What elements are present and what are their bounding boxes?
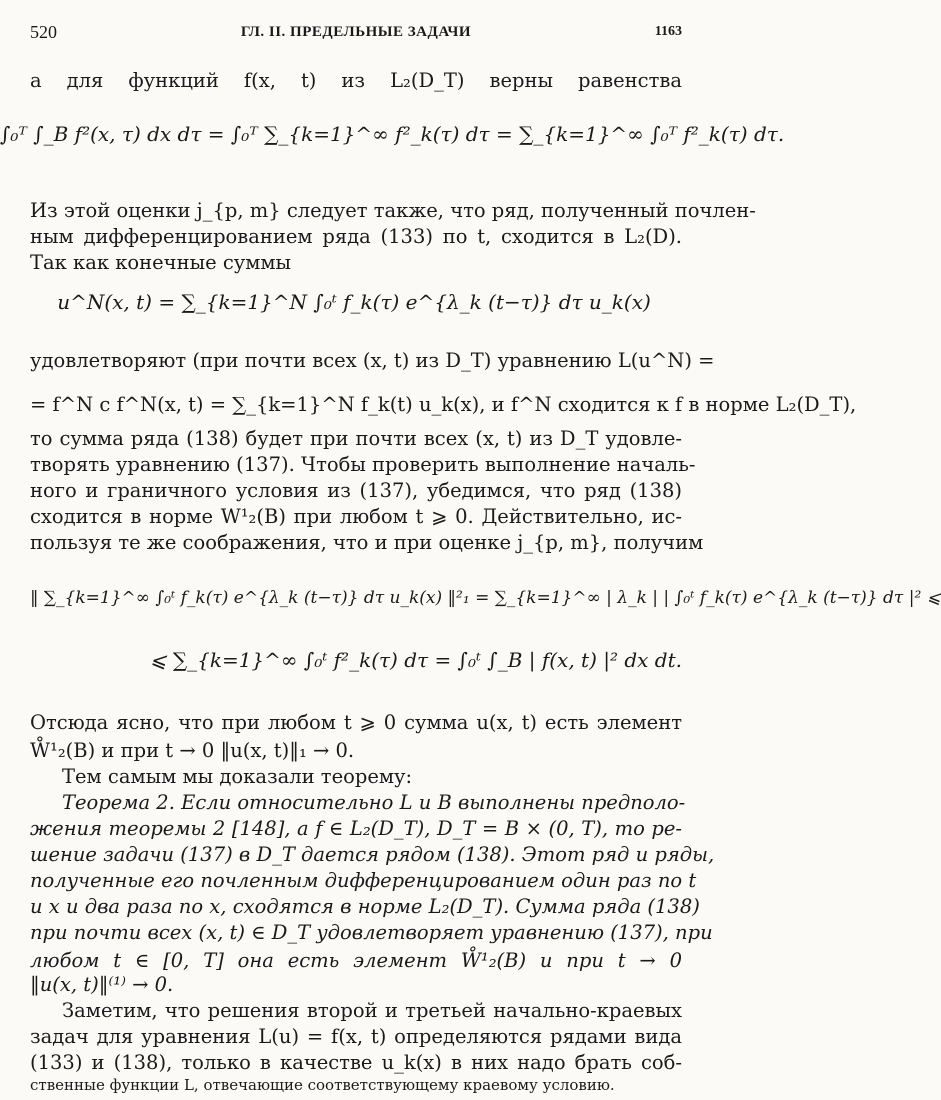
section-code: 1163 xyxy=(654,24,682,39)
text-line-9: ного и граничного условия из (137), убедимся, что ряд (138) xyxy=(30,479,682,502)
text-line-6: = f^N с f^N(x, t) = ∑_{k=1}^N f_k(t) u_k(x), и f^N сходится к f в норме L₂(D_T), xyxy=(30,393,857,416)
text-line-2: Из этой оценки j_{p, m} следует также, что ряд, полученный почлен- xyxy=(30,199,756,222)
theorem-line-4: полученные его почленным дифференцированием один раз по t xyxy=(30,869,697,892)
text-line-1: а для функций f(x, t) из L₂(D_T) верны равенства xyxy=(30,69,682,92)
text-line-14: Тем самым мы доказали теорему: xyxy=(62,765,413,788)
theorem-line-1: Теорема 2. Если относительно L и B выполнены предполо- xyxy=(62,791,686,814)
equation-norm-bound: ⩽ ∑_{k=1}^∞ ∫₀ᵗ f²_k(τ) dτ = ∫₀ᵗ ∫_B | f(x, t) |² dx dt. xyxy=(149,648,682,672)
theorem-line-2: жения теоремы 2 [148], а f ∈ L₂(D_T), D_T = B × (0, T), то ре- xyxy=(30,817,682,840)
text-line-7: то сумма ряда (138) будет при почти всех (x, t) из D_T удовле- xyxy=(30,427,682,450)
page-number: 520 xyxy=(30,22,57,42)
theorem-line-5: и x и два раза по x, сходятся в норме L₂(D_T). Сумма ряда (138) xyxy=(30,895,700,918)
equation-partial-sum: u^N(x, t) = ∑_{k=1}^N ∫₀ᵗ f_k(τ) e^{λ_k (t−τ)} dτ u_k(x) xyxy=(57,290,651,314)
text-line-13: W̊¹₂(B) и при t → 0 ‖u(x, t)‖₁ → 0. xyxy=(30,739,355,762)
equation-parseval: ∫₀ᵀ ∫_B f²(x, τ) dx dτ = ∫₀ᵀ ∑_{k=1}^∞ f²_k(τ) dτ = ∑_{k=1}^∞ ∫₀ᵀ f²_k(τ) dτ. xyxy=(0,122,785,146)
theorem-line-7: любом t ∈ [0, T] она есть элемент W̊¹₂(B) и при t → 0 xyxy=(30,949,682,972)
text-line-24: задач для уравнения L(u) = f(x, t) определяются рядами вида xyxy=(30,1025,682,1048)
text-line-8: творять уравнению (137). Чтобы проверить выполнение началь- xyxy=(30,453,696,476)
text-line-11: пользуя те же соображения, что и при оценке j_{p, m}, получим xyxy=(30,531,704,554)
running-title: ГЛ. II. ПРЕДЕЛЬНЫЕ ЗАДАЧИ xyxy=(240,24,472,40)
text-line-25: (133) и (138), только в качестве u_k(x) в них надо брать соб- xyxy=(30,1051,682,1074)
text-line-23: Заметим, что решения второй и третьей начально-краевых xyxy=(62,999,682,1022)
text-line-10: сходится в норме W¹₂(B) при любом t ⩾ 0. Действительно, ис- xyxy=(30,505,682,528)
theorem-line-6: при почти всех (x, t) ∈ D_T удовлетворяет уравнению (137), при xyxy=(30,921,713,944)
text-line-3: ным дифференцированием ряда (133) по t, сходится в L₂(D). xyxy=(30,225,682,248)
text-line-12: Отсюда ясно, что при любом t ⩾ 0 сумма u(x, t) есть элемент xyxy=(30,711,682,734)
text-line-27: условию. xyxy=(537,1076,615,1094)
text-line-26: ственные функции L, отвечающие соответствующему краевому условию. xyxy=(30,1076,615,1094)
page-header xyxy=(30,22,682,48)
theorem-line-8: ‖u(x, t)‖⁽¹⁾ → 0. xyxy=(30,973,174,996)
text-line-4: Так как конечные суммы xyxy=(30,251,292,274)
theorem-line-3: шение задачи (137) в D_T дается рядом (138). Этот ряд и ряды, xyxy=(30,843,715,866)
text-line-5: удовлетворяют (при почти всех (x, t) из D_T) уравнению L(u^N) = xyxy=(30,349,715,372)
equation-norm-estimate: ‖ ∑_{k=1}^∞ ∫₀ᵗ f_k(τ) e^{λ_k (t−τ)} dτ u_k(x) ‖²₁ = ∑_{k=1}^∞ | λ_k | | ∫₀ᵗ f_k(τ) e^{λ_k (t−τ)} dτ |² ⩽ xyxy=(30,588,941,608)
